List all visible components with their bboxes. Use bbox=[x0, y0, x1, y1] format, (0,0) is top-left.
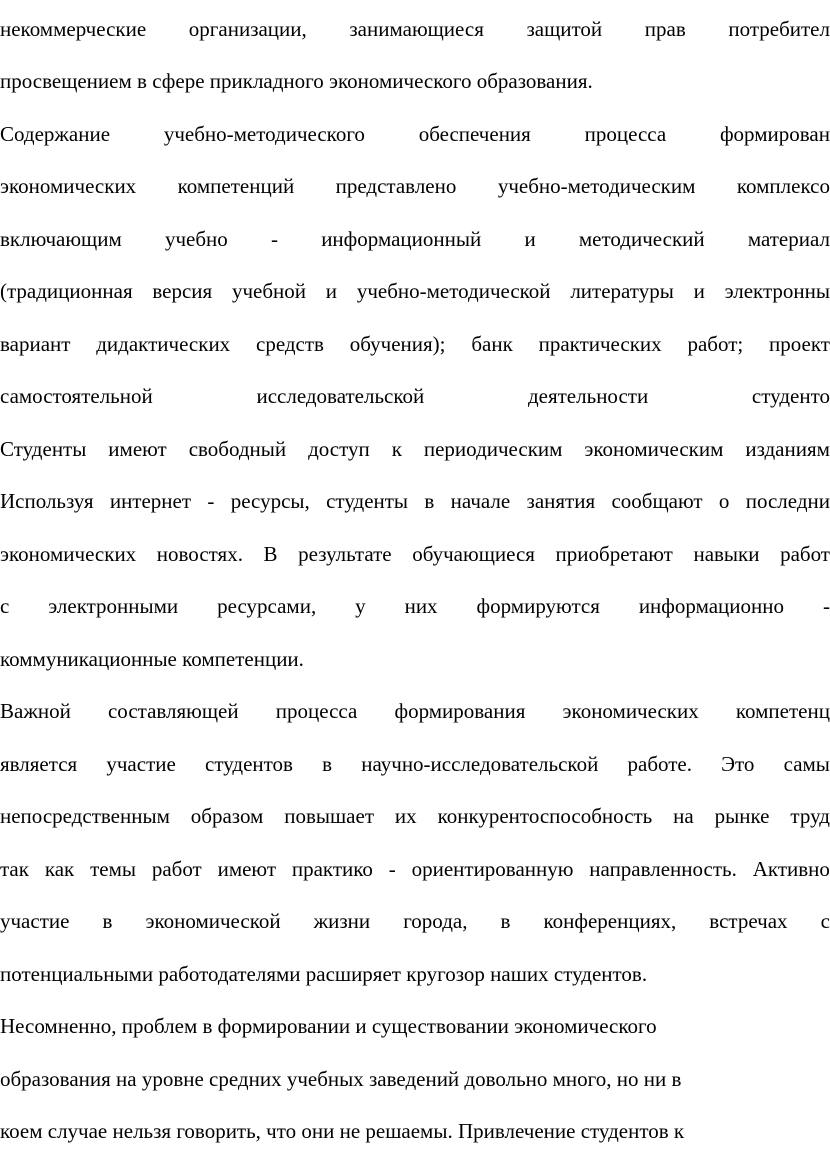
text-line bbox=[0, 801, 830, 831]
word: вариант bbox=[0, 332, 71, 356]
text-line bbox=[0, 696, 830, 726]
word: в bbox=[500, 909, 511, 933]
word: деятельности bbox=[527, 384, 649, 408]
word: и bbox=[524, 227, 536, 251]
word: приобретают bbox=[555, 542, 673, 566]
word: студентов bbox=[205, 752, 293, 776]
word: прав bbox=[644, 17, 686, 41]
word: изданиям bbox=[745, 437, 830, 461]
word: представлено bbox=[335, 174, 457, 198]
word: в bbox=[424, 489, 435, 513]
word: начале bbox=[450, 489, 511, 513]
word: труд bbox=[790, 804, 830, 828]
word: экономических bbox=[0, 174, 137, 198]
word: образом bbox=[190, 804, 264, 828]
word: версия bbox=[152, 279, 213, 303]
word: жизни bbox=[313, 909, 371, 933]
word: к bbox=[391, 437, 402, 461]
word: о bbox=[718, 489, 730, 513]
word: практических bbox=[538, 332, 662, 356]
word: имеют bbox=[217, 857, 277, 881]
word: экономических bbox=[562, 699, 699, 723]
word: - bbox=[388, 857, 396, 881]
text-line: образования на уровне средних учебных заведений довольно много, но ни в bbox=[0, 1067, 682, 1091]
word: них bbox=[404, 594, 438, 618]
word: формируются bbox=[476, 594, 600, 618]
word: некоммерческие bbox=[0, 17, 147, 41]
word: работ; bbox=[687, 332, 744, 356]
word: комплексо bbox=[736, 174, 830, 198]
word: Используя bbox=[0, 489, 94, 513]
text-line: Несомненно, проблем в формировании и существовании экономического bbox=[0, 1014, 657, 1038]
word: обеспечения bbox=[418, 122, 531, 146]
word: обучения); bbox=[349, 332, 446, 356]
word: учебно-методического bbox=[163, 122, 365, 146]
word: конкурентоспособность bbox=[437, 804, 653, 828]
text-line bbox=[0, 539, 830, 569]
word: электронны bbox=[724, 279, 830, 303]
word: практико bbox=[291, 857, 373, 881]
word: встречах bbox=[709, 909, 788, 933]
word: занятия bbox=[526, 489, 596, 513]
word: формирован bbox=[719, 122, 830, 146]
word: научно-исследовательской bbox=[361, 752, 599, 776]
word: (традиционная bbox=[0, 279, 133, 303]
word: с bbox=[0, 594, 10, 618]
word: свободный bbox=[188, 437, 287, 461]
word: последни bbox=[745, 489, 830, 513]
word: информационный bbox=[321, 227, 482, 251]
word: темы bbox=[90, 857, 136, 881]
word: работ bbox=[780, 542, 830, 566]
word: в bbox=[322, 752, 333, 776]
word: составляющей bbox=[107, 699, 239, 723]
word: направленность. bbox=[589, 857, 737, 881]
word: занимающиеся bbox=[349, 17, 484, 41]
text-line bbox=[0, 119, 830, 149]
word: и bbox=[325, 279, 338, 303]
word: ресурсы, bbox=[230, 489, 310, 513]
text-line bbox=[0, 224, 830, 254]
word: навыки bbox=[693, 542, 760, 566]
word: - bbox=[270, 227, 278, 251]
text-line bbox=[0, 591, 830, 621]
word: Это bbox=[721, 752, 755, 776]
word: доступ bbox=[308, 437, 370, 461]
word: исследовательской bbox=[256, 384, 425, 408]
word: В bbox=[263, 542, 278, 566]
word: процесса bbox=[584, 122, 667, 146]
word: средств bbox=[256, 332, 324, 356]
word: учебно bbox=[164, 227, 228, 251]
word: электронными bbox=[48, 594, 179, 618]
text-line: потенциальными работодателями расширяет кругозор наших студентов. bbox=[0, 962, 648, 986]
word: Важной bbox=[0, 699, 71, 723]
word: Студенты bbox=[0, 437, 87, 461]
word: защитой bbox=[526, 17, 603, 41]
word: - bbox=[822, 594, 830, 618]
word: результате bbox=[298, 542, 392, 566]
text-line bbox=[0, 329, 830, 359]
word: учебно-методической bbox=[356, 279, 551, 303]
word: новостях. bbox=[156, 542, 243, 566]
word: с bbox=[820, 909, 830, 933]
word: так bbox=[0, 857, 29, 881]
word: учебно-методическим bbox=[497, 174, 696, 198]
word: самы bbox=[783, 752, 830, 776]
word: литературы bbox=[570, 279, 674, 303]
word: сообщают bbox=[611, 489, 703, 513]
word: организации, bbox=[188, 17, 307, 41]
word: студенто bbox=[751, 384, 830, 408]
word: Активно bbox=[752, 857, 830, 881]
word: работ bbox=[151, 857, 202, 881]
text-line bbox=[0, 434, 830, 464]
word: как bbox=[44, 857, 75, 881]
text-line bbox=[0, 381, 830, 411]
word: периодическим bbox=[423, 437, 563, 461]
word: процесса bbox=[275, 699, 358, 723]
word: экономическим bbox=[584, 437, 724, 461]
text-line bbox=[0, 14, 830, 44]
word: компетенций bbox=[177, 174, 295, 198]
word: в bbox=[102, 909, 113, 933]
word: формирования bbox=[394, 699, 526, 723]
word: участие bbox=[0, 909, 70, 933]
word: банк bbox=[471, 332, 513, 356]
word: интернет bbox=[109, 489, 192, 513]
word: Содержание bbox=[0, 122, 111, 146]
word: дидактических bbox=[96, 332, 231, 356]
text-line bbox=[0, 276, 830, 306]
word: самостоятельной bbox=[0, 384, 153, 408]
word: повышает bbox=[284, 804, 375, 828]
word: на bbox=[673, 804, 694, 828]
word: потребител bbox=[728, 17, 830, 41]
text-line: коммуникационные компетенции. bbox=[0, 647, 304, 671]
word: проект bbox=[769, 332, 830, 356]
word: экономических bbox=[0, 542, 137, 566]
word: - bbox=[207, 489, 215, 513]
text-line: коем случае нельзя говорить, что они не решаемы. Привлечение студентов к bbox=[0, 1119, 685, 1143]
word: является bbox=[0, 752, 78, 776]
text-line bbox=[0, 749, 830, 779]
word: ресурсами, bbox=[217, 594, 317, 618]
word: экономической bbox=[145, 909, 281, 933]
word: ориентированную bbox=[411, 857, 574, 881]
word: информационно bbox=[638, 594, 784, 618]
word: работе. bbox=[627, 752, 692, 776]
text-line bbox=[0, 906, 830, 936]
word: города, bbox=[403, 909, 468, 933]
word: включающим bbox=[0, 227, 122, 251]
text-line bbox=[0, 486, 830, 516]
word: у bbox=[355, 594, 366, 618]
text-line bbox=[0, 854, 830, 884]
word: рынке bbox=[714, 804, 770, 828]
word: методический bbox=[578, 227, 705, 251]
word: их bbox=[394, 804, 417, 828]
word: непосредственным bbox=[0, 804, 170, 828]
text-line bbox=[0, 171, 830, 201]
word: материал bbox=[747, 227, 830, 251]
word: компетенц bbox=[735, 699, 830, 723]
word: участие bbox=[106, 752, 176, 776]
word: и bbox=[693, 279, 705, 303]
word: студенты bbox=[326, 489, 409, 513]
word: учебной bbox=[231, 279, 307, 303]
text-line: просвещением в сфере прикладного экономического образования. bbox=[0, 69, 593, 93]
word: конференциях, bbox=[543, 909, 677, 933]
word: имеют bbox=[108, 437, 167, 461]
word: обучающиеся bbox=[412, 542, 535, 566]
